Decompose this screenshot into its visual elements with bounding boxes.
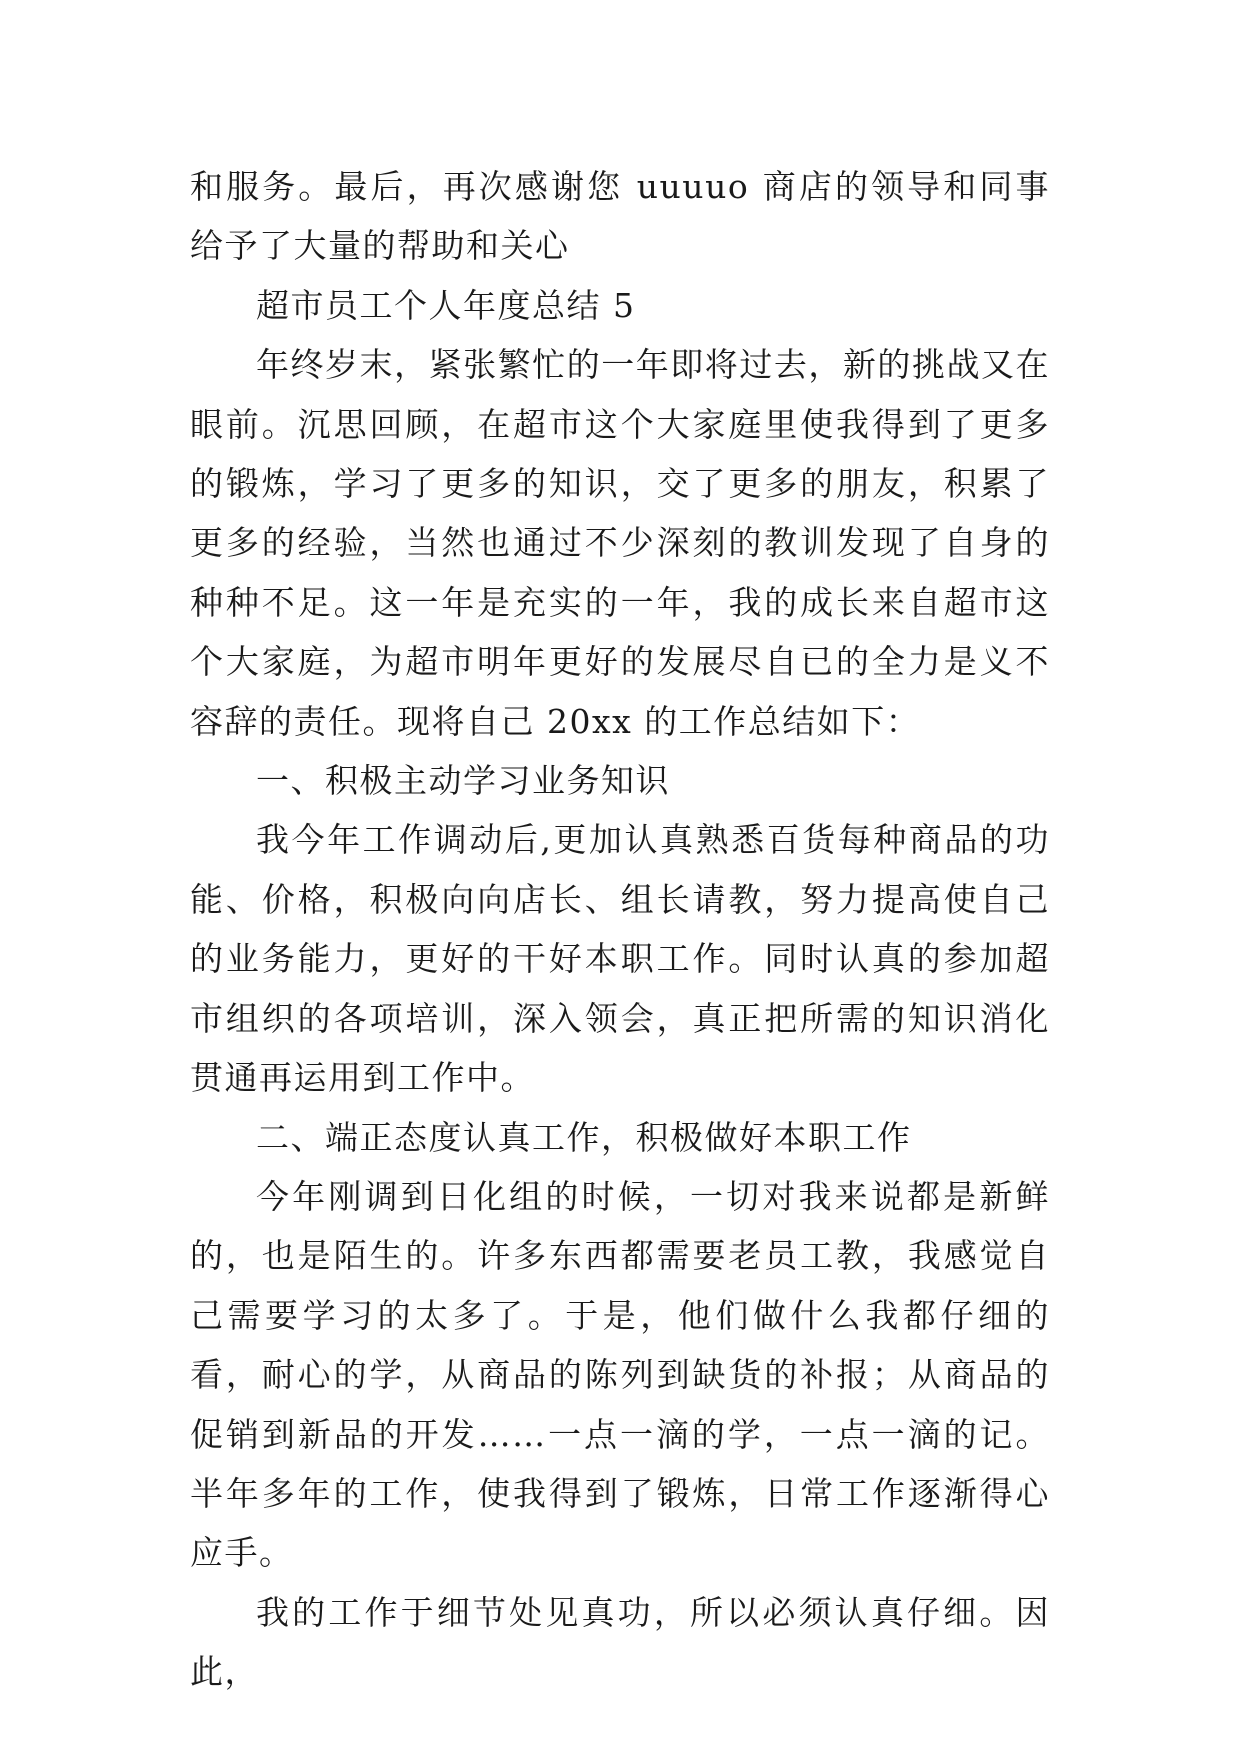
heading-two: 二、端正态度认真工作，积极做好本职工作 xyxy=(256,1117,912,1157)
paragraph-closing: 和服务。最后，再次感谢您 uuuuo 商店的领导和同事给予了大量的帮助和关心 xyxy=(190,167,1050,266)
paragraph-intro: 年终岁末，紧张繁忙的一年即将过去，新的挑战又在眼前。沉思回顾，在超市这个大家庭里使我得到了更多的锻炼，学习了更多的知识，交了更多的朋友，积累了更多的经验，当然也通过不少深刻的教训发现了自身的种种不足。这一年是充实的一年，我的成长来自超市这个大家庭，为超市明年更好的发展尽自已的全力是义不容辞的责任。现将自己 20xx 的工作总结如下： xyxy=(190,345,1050,741)
heading-one: 一、积极主动学习业务知识 xyxy=(256,761,670,801)
section-title: 超市员工个人年度总结 5 xyxy=(256,285,636,325)
paragraph-attitude: 今年刚调到日化组的时候，一切对我来说都是新鲜的，也是陌生的。许多东西都需要老员工教，我感觉自己需要学习的太多了。于是，他们做什么我都仔细的看，耐心的学，从商品的陈列到缺货的补报；从商品的促销到新品的开发……一点一滴的学，一点一滴的记。半年多年的工作，使我得到了锻炼，日常工作逐渐得心应手。 xyxy=(190,1176,1050,1573)
document-body xyxy=(190,157,1050,1702)
paragraph-details: 我的工作于细节处见真功，所以必须认真仔细。因此， xyxy=(190,1592,1050,1692)
paragraph-learning: 我今年工作调动后,更加认真熟悉百货每种商品的功能、价格，积极向向店长、组长请教，努力提高使自己的业务能力，更好的干好本职工作。同时认真的参加超市组织的各项培训，深入领会，真正把所需的知识消化贯通再运用到工作中。 xyxy=(190,820,1050,1098)
